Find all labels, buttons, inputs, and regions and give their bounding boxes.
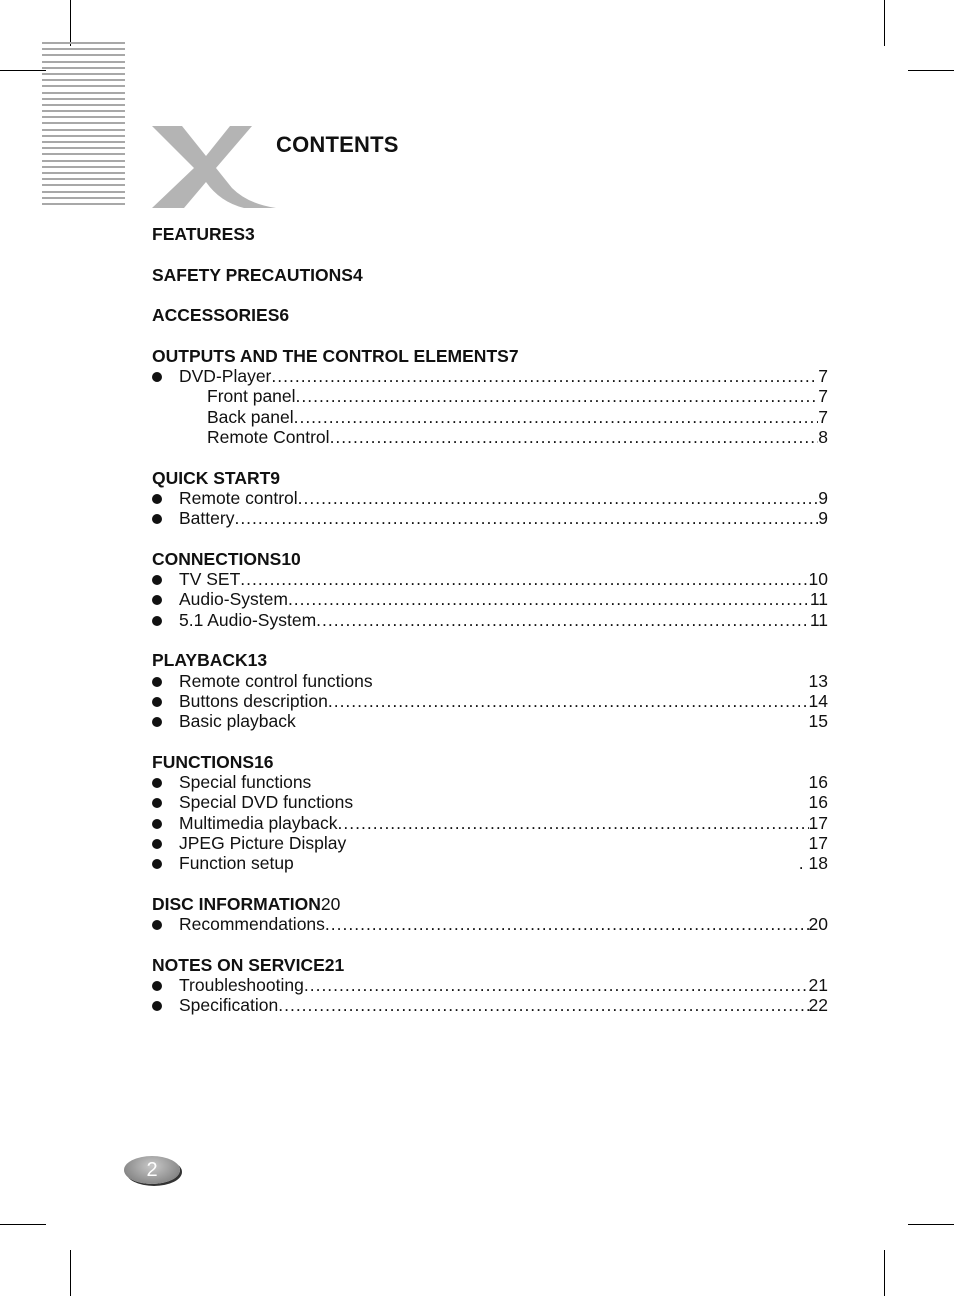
toc-entry-page: 15: [808, 711, 828, 732]
toc-entry-page: 21: [808, 974, 828, 995]
toc-heading-page: 7: [508, 345, 519, 366]
bullet-icon: [152, 697, 162, 707]
toc-entry-label: Multimedia playback: [179, 812, 338, 833]
leader-dots: [373, 671, 809, 691]
toc-entry[interactable]: [152, 995, 828, 1015]
toc-heading-page: 16: [254, 751, 274, 772]
toc-entry-page: 7: [818, 406, 828, 427]
toc-entry[interactable]: [152, 691, 828, 711]
toc-entry-page: 9: [818, 508, 828, 529]
bullet-icon: [152, 595, 162, 605]
leader-dots: [346, 833, 808, 853]
toc-heading[interactable]: [152, 305, 828, 325]
toc-entry[interactable]: [152, 671, 828, 691]
leader-dots: [311, 772, 808, 792]
decorative-stripes: [42, 42, 125, 210]
toc-section: [152, 224, 828, 244]
toc-entry[interactable]: [152, 813, 828, 833]
toc-entry[interactable]: [152, 427, 828, 447]
bullet-icon: [152, 1001, 162, 1011]
leader-dots: [353, 792, 808, 812]
table-of-contents: [152, 224, 828, 1036]
toc-entry[interactable]: [152, 711, 828, 731]
toc-entry[interactable]: [152, 975, 828, 995]
toc-entry-label: Back panel: [207, 406, 294, 427]
bullet-icon: [152, 677, 162, 687]
toc-heading-label: CONNECTIONS: [152, 548, 282, 569]
toc-entry-label: Recommendations: [179, 914, 325, 935]
bullet-icon: [152, 575, 162, 585]
bullet-icon: [152, 494, 162, 504]
toc-entry-label: Remote control functions: [179, 670, 373, 691]
bullet-icon: [152, 514, 162, 524]
toc-entry-label: Function setup: [179, 853, 294, 874]
toc-heading-page: 20: [320, 893, 341, 914]
toc-entry[interactable]: [152, 914, 828, 934]
bullet-icon: [152, 798, 162, 808]
toc-entry-label: Troubleshooting: [179, 974, 304, 995]
toc-section: [152, 265, 828, 285]
toc-heading-label: FUNCTIONS: [152, 751, 255, 772]
toc-entry-page: 22: [808, 995, 828, 1016]
toc-entry-page: 16: [808, 772, 828, 793]
bullet-icon: [152, 778, 162, 788]
toc-heading-label: QUICK START: [152, 467, 271, 488]
toc-heading-page: 13: [247, 650, 268, 671]
toc-entry-label: JPEG Picture Display: [179, 832, 347, 853]
toc-entry-page: 9: [818, 487, 828, 508]
toc-entry-page: 7: [818, 386, 828, 407]
leader-dots: [296, 386, 819, 406]
crop-mark: [0, 1224, 46, 1225]
crop-mark: [70, 0, 71, 46]
toc-entry[interactable]: [152, 589, 828, 609]
toc-heading-page: 6: [279, 305, 290, 326]
leader-dots: [234, 508, 818, 528]
toc-entry[interactable]: [152, 772, 828, 792]
toc-entry[interactable]: [152, 386, 828, 406]
toc-heading[interactable]: [152, 224, 828, 244]
toc-heading[interactable]: [152, 752, 828, 772]
toc-entry-label: Special functions: [179, 772, 312, 793]
crop-mark: [70, 1250, 71, 1296]
leader-dots: [294, 407, 819, 427]
leader-dots: [296, 711, 809, 731]
toc-section: [152, 549, 828, 630]
toc-heading[interactable]: [152, 955, 828, 975]
toc-section: [152, 346, 828, 447]
toc-section: [152, 752, 828, 874]
bullet-icon: [152, 920, 162, 930]
toc-entry-label: Battery: [179, 508, 235, 529]
leader-dots: [278, 995, 808, 1015]
leader-dots: [271, 366, 818, 386]
toc-entry[interactable]: [152, 508, 828, 528]
toc-heading[interactable]: [152, 468, 828, 488]
toc-entry-page: . 18: [798, 853, 828, 874]
crop-mark: [0, 70, 46, 71]
toc-entry-page: 17: [808, 812, 828, 833]
bullet-icon: [152, 616, 162, 626]
toc-entry-label: Remote control: [179, 487, 298, 508]
toc-heading-page: 10: [281, 548, 301, 569]
toc-heading[interactable]: [152, 346, 828, 366]
crop-mark: [884, 0, 885, 46]
page-number-badge: 2: [124, 1156, 180, 1184]
toc-entry-label: Special DVD functions: [179, 792, 354, 813]
toc-entry[interactable]: [152, 853, 828, 873]
toc-heading-label: OUTPUTS AND THE CONTROL ELEMENTS: [152, 345, 509, 366]
toc-entry[interactable]: [152, 833, 828, 853]
bullet-icon: [152, 717, 162, 727]
toc-entry-page: 14: [808, 690, 828, 711]
toc-entry-page: 10: [808, 569, 828, 590]
toc-entry-page: 11: [809, 589, 828, 610]
bullet-icon: [152, 839, 162, 849]
x-logo-icon: [148, 122, 278, 212]
crop-mark: [908, 70, 954, 71]
toc-entry[interactable]: [152, 792, 828, 812]
toc-entry-page: 13: [808, 670, 828, 691]
toc-entry-label: Buttons description: [179, 690, 328, 711]
toc-entry[interactable]: [152, 366, 828, 386]
toc-heading-label: SAFETY PRECAUTIONS: [152, 264, 353, 285]
toc-entry[interactable]: [152, 610, 828, 630]
toc-heading-label: ACCESSORIES: [152, 305, 280, 326]
leader-dots: [240, 569, 808, 589]
toc-entry-label: Basic playback: [179, 711, 296, 732]
toc-section: [152, 955, 828, 1016]
toc-heading[interactable]: [152, 894, 828, 914]
toc-heading-label: PLAYBACK: [152, 650, 248, 671]
toc-heading-page: 9: [270, 467, 281, 488]
toc-entry-label: Front panel: [207, 386, 296, 407]
leader-dots: [330, 427, 819, 447]
toc-heading-page: 4: [352, 264, 363, 285]
toc-entry-page: 8: [818, 426, 828, 447]
toc-heading[interactable]: [152, 650, 828, 670]
toc-heading[interactable]: [152, 549, 828, 569]
leader-dots: [338, 813, 809, 833]
toc-entry-page: 11: [809, 609, 828, 630]
bullet-icon: [152, 859, 162, 869]
toc-section: [152, 305, 828, 325]
toc-entry[interactable]: [152, 407, 828, 427]
toc-entry-page: 17: [808, 832, 828, 853]
toc-entry-label: Audio-System: [179, 589, 288, 610]
leader-dots: [288, 589, 810, 609]
leader-dots: [298, 488, 819, 508]
toc-entry-label: 5.1 Audio-System: [179, 609, 317, 630]
toc-heading-label: NOTES ON SERVICE: [152, 954, 325, 975]
leader-dots: [294, 853, 799, 873]
toc-entry-label: DVD-Player: [179, 366, 272, 387]
leader-dots: [328, 691, 809, 711]
crop-mark: [908, 1224, 954, 1225]
page-title: CONTENTS: [276, 132, 399, 157]
bullet-icon: [152, 981, 162, 991]
toc-entry-page: 16: [808, 792, 828, 813]
toc-section: [152, 650, 828, 731]
toc-entry[interactable]: [152, 569, 828, 589]
bullet-icon: [152, 819, 162, 829]
toc-entry-label: TV SET: [179, 569, 241, 590]
toc-entry-page: 7: [818, 366, 828, 387]
toc-entry-label: Remote Control: [207, 426, 330, 447]
toc-entry[interactable]: [152, 488, 828, 508]
leader-dots: [325, 914, 809, 934]
toc-heading-label: FEATURES: [152, 224, 246, 244]
toc-section: [152, 894, 828, 935]
crop-mark: [884, 1250, 885, 1296]
toc-heading[interactable]: [152, 265, 828, 285]
leader-dots: [304, 975, 809, 995]
toc-heading-label: DISC INFORMATION: [152, 893, 321, 914]
toc-heading-page: 3: [245, 224, 255, 244]
leader-dots: [316, 610, 810, 630]
bullet-icon: [152, 372, 162, 382]
toc-entry-page: 20: [808, 914, 828, 935]
toc-entry-label: Specification: [179, 995, 279, 1016]
toc-section: [152, 468, 828, 529]
toc-heading-page: 21: [324, 954, 345, 975]
